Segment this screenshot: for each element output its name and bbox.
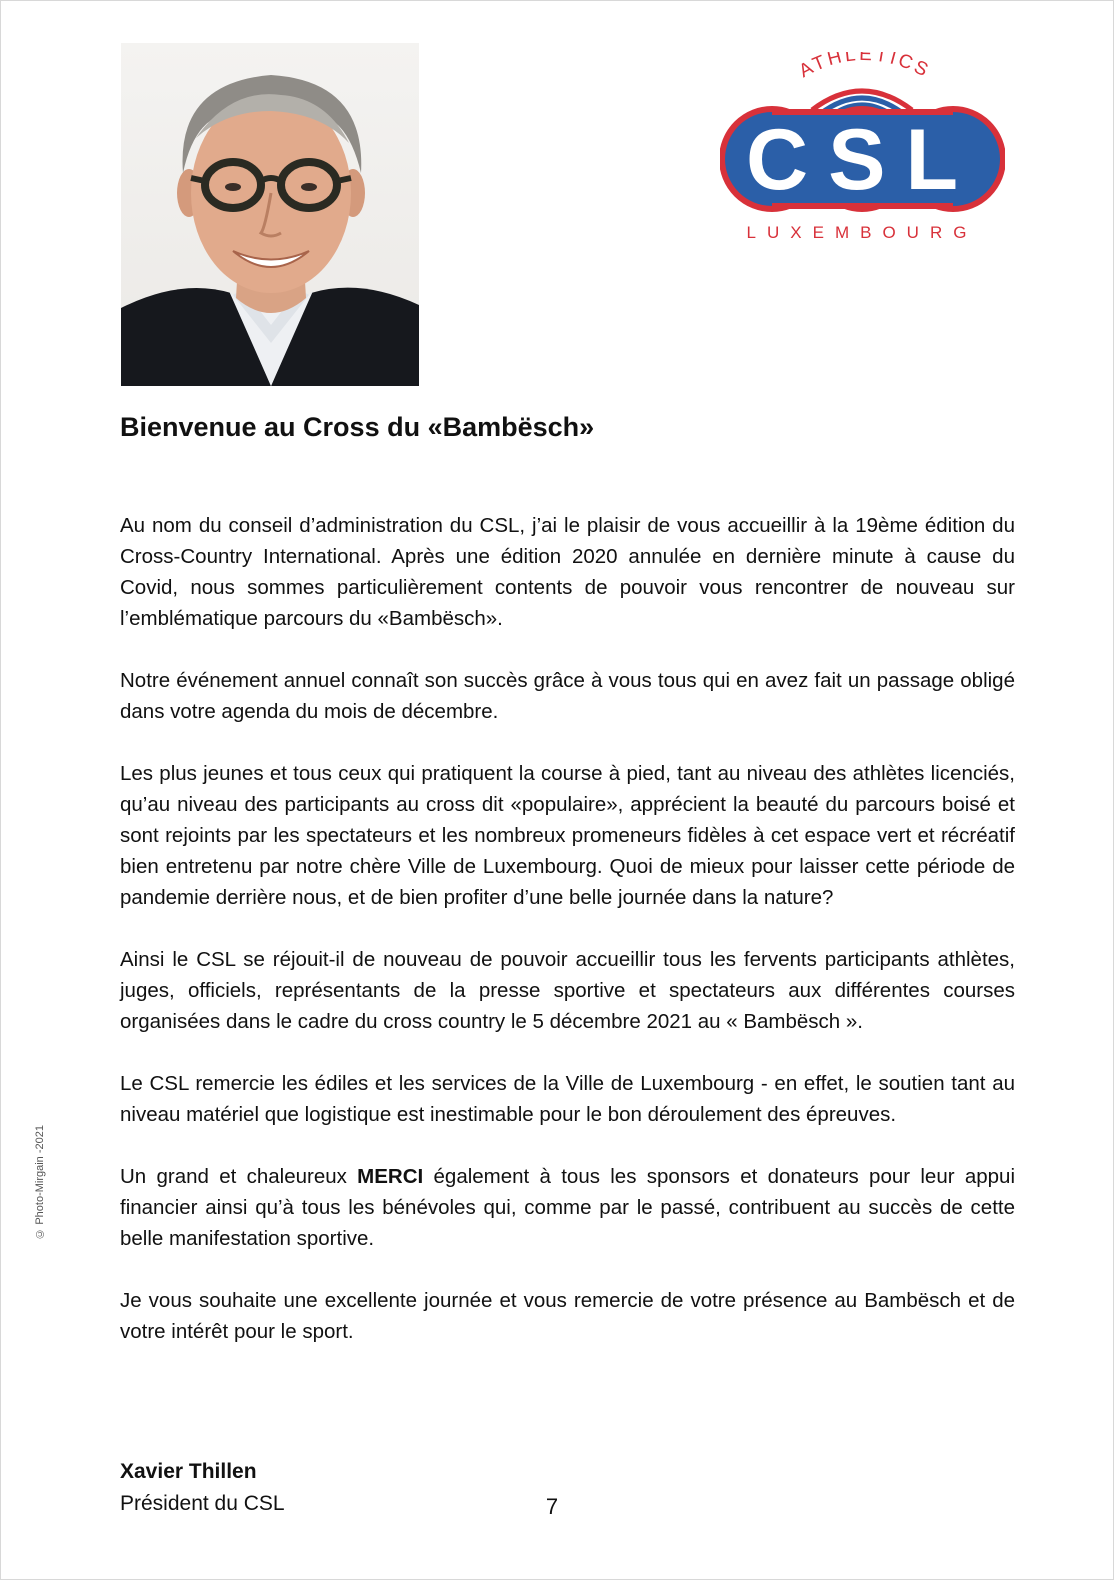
logo-main-text: CSL (746, 112, 978, 208)
paragraph-closing: Je vous souhaite une excellente journée et vous remercie de votre présence au Bambësch et de votre intérêt pour le sport. (120, 1289, 1015, 1343)
merci-before: Un grand et chaleureux (120, 1165, 358, 1188)
paragraph-1: Au nom du conseil d’administration du CSL, j’ai le plaisir de vous accueillir à la 19ème édition du Cross-Country International. Après une édition 2020 annulée en dernière minute à cause du Covid, nous sommes particulièrement contents de pouvoir vous rencontrer de nouveau sur l’emblématique parcours du «Bambësch». (120, 514, 1015, 630)
signature-name: Xavier Thillen (120, 1460, 257, 1483)
paragraph-5: Le CSL remercie les édiles et les services de la Ville de Luxembourg - en effet, le soutien tant au niveau matériel que logistique est inestimable pour le bon déroulement des épreuves. (120, 1072, 1015, 1126)
page-number: 7 (545, 1494, 559, 1519)
csl-logo-graphic (720, 52, 1005, 247)
merci-bold: MERCI (357, 1165, 424, 1188)
letter-body (120, 510, 1015, 1378)
portrait-illustration (121, 43, 419, 386)
photo-credit: © Photo-Mirgain -2021 (34, 1125, 46, 1240)
signature-role: Président du CSL (120, 1492, 285, 1515)
paragraph-merci (120, 1161, 1015, 1254)
portrait-photo (121, 43, 419, 386)
csl-logo (720, 52, 1005, 247)
paragraph-2: Notre événement annuel connaît son succès grâce à vous tous qui en avez fait un passage obligé dans votre agenda du mois de décembre. (120, 669, 1015, 723)
signature (120, 1456, 285, 1520)
logo-top-text: ATHLETICS (795, 52, 934, 83)
paragraph-3: Les plus jeunes et tous ceux qui pratiquent la course à pied, tant au niveau des athlètes licenciés, qu’au niveau des participants au cross dit «populaire», apprécient la beauté du parcours boisé et sont rejoints par les spectateurs et les nombreux promeneurs fidèles à cet espace vert et récréatif bien entretenu par notre chère Ville de Luxembourg. Quoi de mieux pour laisser cette période de pandemie derrière nous, et de bien profiter d’une belle journée dans la nature? (120, 762, 1015, 909)
paragraph-4: Ainsi le CSL se réjouit-il de nouveau de pouvoir accueillir tous les fervents participants athlètes, juges, officiels, représentants de la presse sportive et spectateurs aux différentes courses organisées dans le cadre du cross country le 5 décembre 2021 au « Bambësch ». (120, 948, 1015, 1033)
merci-after: également à tous les sponsors et donateurs pour leur appui financier ainsi qu’à tous les bénévoles qui, comme par le passé, contribuent au succès de cette belle manifestation sportive. (120, 1165, 1015, 1250)
logo-bottom-text: LUXEMBOURG (746, 223, 978, 242)
page-title: Bienvenue au Cross du «Bambësch» (120, 412, 595, 442)
